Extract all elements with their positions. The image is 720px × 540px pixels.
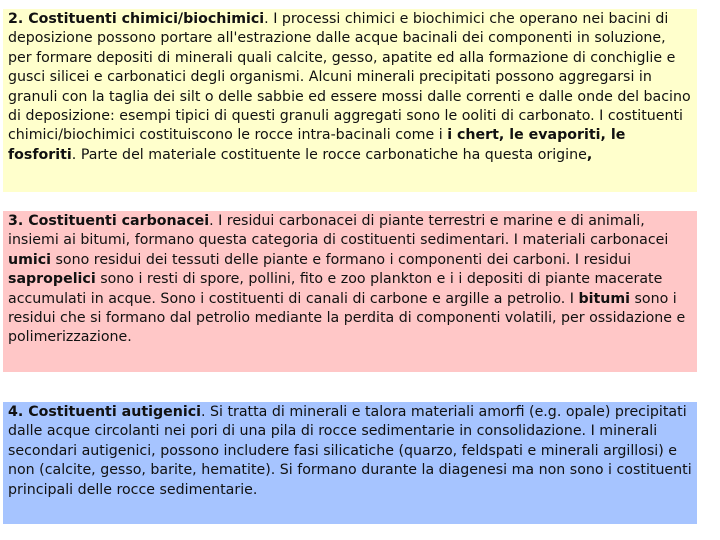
highlighted-term: umici <box>8 251 52 268</box>
highlighted-term: sapropelici <box>8 271 96 288</box>
highlighted-term: i chert, le evaporiti, le fosforiti <box>8 127 626 163</box>
body-text: sono i resti di spore, pollini, fito e zoo plankton e i i depositi di piante macerate accumulati in acque. Sono i costituenti di canali di carbone e argille a petrolio. I <box>8 271 663 307</box>
body-text: sono i residui che si formano dal petrolio mediante la perdita di componenti volatili, per ossidazione e polimerizzazione. <box>8 290 686 346</box>
body-text: sono residui dei tessuti delle piante e formano i componenti dei carboni. I residui <box>51 251 632 268</box>
section-authigenic <box>3 402 697 524</box>
highlighted-term: bitumi <box>578 290 631 307</box>
highlighted-term: 2. Costituenti chimici/biochimici <box>8 11 265 27</box>
section-chemical-biochemical <box>3 9 697 192</box>
body-text: . Si tratta di minerali e talora materiali amorfi (e.g. opale) precipitati dalle acque circolanti nei pori di una pila di rocce sedimentarie in consolidazione. I minerali secondari autigenici, possono includere fasi silicatiche (quarzo, feldspati e minerali argillosi) e non (calcite, gesso, barite, hematite). Si formano durante la diagenesi ma non sono i costituenti principali delle rocce sedimentarie. <box>8 404 692 498</box>
body-text: . I processi chimici e biochimici che operano nei bacini di deposizione possono portare all'estrazione dalle acque bacinali dei componenti in soluzione, per formare depositi di minerali quali calcite, gesso, apatite ed alla formazione di conchiglie e gusci silicei e carbonatici degli organismi. Alcuni minerali precipitati possono aggregarsi in granuli con la taglia dei silt o delle sabbie ed essere mossi dalle correnti e dalle onde del bacino di deposizione: esempi tipici di questi granuli aggregati sono le ooliti di carbonato. I costituenti chimici/biochimici costituiscono le rocce intra-bacinali come i <box>8 11 691 144</box>
body-text: . Parte del materiale costituente le rocce carbonatiche ha questa origine <box>71 146 587 163</box>
highlighted-term: , <box>586 146 593 163</box>
highlighted-term: 4. Costituenti autigenici <box>8 404 201 420</box>
body-text: . I residui carbonacei di piante terrestri e marine e di animali, insiemi ai bitumi, formano questa categoria di costituenti sedimentari. I materiali carbonacei <box>8 213 669 249</box>
section-carbonaceous <box>3 211 697 372</box>
highlighted-term: 3. Costituenti carbonacei <box>8 213 210 229</box>
